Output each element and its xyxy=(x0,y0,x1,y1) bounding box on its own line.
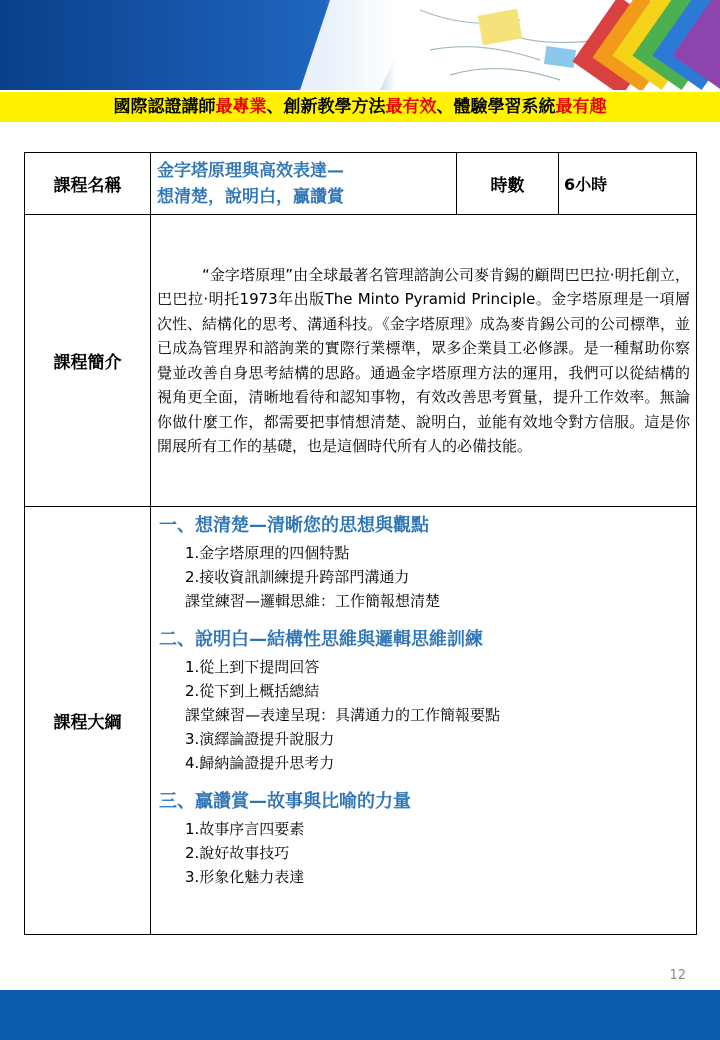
course-name-row xyxy=(25,153,697,215)
outline-item: 2.從下到上概括總結 xyxy=(185,682,320,700)
outline-section-title: 一、想清楚—清晰您的思想與觀點 xyxy=(159,515,429,536)
course-intro-cell xyxy=(151,215,697,507)
course-intro-label: 課程簡介 xyxy=(25,215,151,507)
outline-item: 2.接收資訊訓練提升跨部門溝通力 xyxy=(185,568,410,586)
course-outline-label: 課程大綱 xyxy=(25,507,151,935)
course-table xyxy=(24,152,697,935)
hours-label: 時數 xyxy=(457,153,559,215)
outline-item: 課堂練習—邏輯思維：工作簡報想清楚 xyxy=(185,592,441,610)
outline-item: 課堂練習—表達呈現：具溝通力的工作簡報要點 xyxy=(185,706,501,724)
outline-item: 4.歸納論證提升思考力 xyxy=(185,754,335,772)
outline-item: 1.金字塔原理的四個特點 xyxy=(185,544,350,562)
tagline-part-2: 最專業 xyxy=(215,97,267,117)
course-title-line-2: 想清楚，說明白，贏讚賞 xyxy=(157,186,344,207)
course-intro-text: “金字塔原理”由全球最著名管理諮詢公司麥肯錫的顧問巴巴拉·明托創立，巴巴拉·明托1973年出版The Minto Pyramid Principle。金字塔原理是一項層次性、結構化的思考、溝通科技。《金字塔原理》成為麥肯錫公司的公司標準，並已成為管理界和諮詢業的實際行業標準，眾多企業員工必修課。是一種幫助你察覺並改善自身思考結構的思路。通過金字塔原理方法的運用，我們可以從結構的視角更全面，清晰地看待和認知事物，有效改善思考質量，提升工作效率。無論你做什麼工作，都需要把事情想清楚、說明白，並能有效地令對方信服。這是你開展所有工作的基礎，也是這個時代所有人的必備技能。 xyxy=(157,265,690,455)
footer-bar xyxy=(0,990,720,1040)
tagline-part-1: 國際認證講師 xyxy=(113,97,216,117)
course-title-line-1: 金字塔原理與高效表達— xyxy=(157,160,344,181)
outline-item: 3.演繹論證提升說服力 xyxy=(185,730,335,748)
course-outline-cell xyxy=(151,507,697,935)
hours-value: 6小時 xyxy=(559,153,697,215)
page-number: 12 xyxy=(669,968,686,983)
tagline-part-4: 最有效 xyxy=(385,97,437,117)
tagline-part-6: 最有趣 xyxy=(555,97,607,117)
outline-section-title: 三、贏讚賞—故事與比喻的力量 xyxy=(159,791,411,812)
outline-section-title: 二、說明白—結構性思維與邏輯思維訓練 xyxy=(159,629,483,650)
outline-item: 2.說好故事技巧 xyxy=(185,844,290,862)
mind-map-banner-image xyxy=(0,0,720,90)
outline-item: 1.故事序言四要素 xyxy=(185,820,305,838)
course-outline-row xyxy=(25,507,697,935)
course-title xyxy=(151,153,457,215)
course-intro-row xyxy=(25,215,697,507)
course-name-label: 課程名稱 xyxy=(25,153,151,215)
tagline-part-5: 、體驗學習系統 xyxy=(436,97,556,117)
outline-item: 1.從上到下提問回答 xyxy=(185,658,320,676)
header-banner xyxy=(0,0,720,90)
tagline-banner xyxy=(0,92,720,122)
outline-item: 3.形象化魅力表達 xyxy=(185,868,305,886)
tagline-part-3: 、創新教學方法 xyxy=(266,97,386,117)
